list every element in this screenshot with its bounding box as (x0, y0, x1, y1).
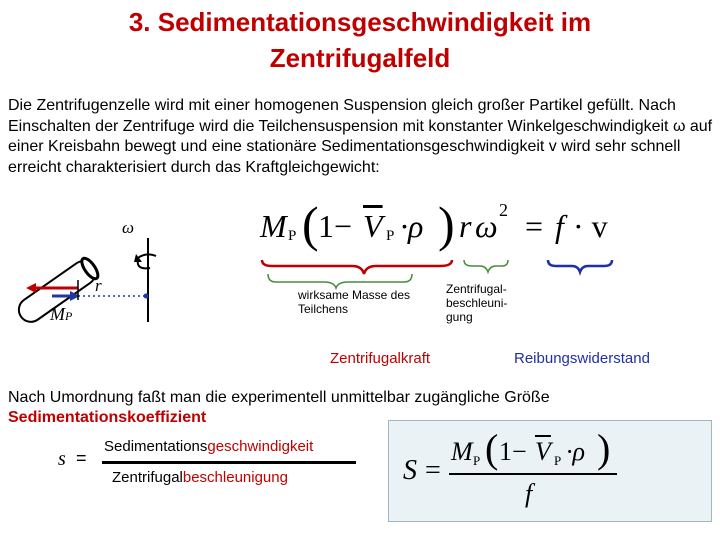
centrifugal-force-brace (262, 260, 452, 274)
sedimentation-coefficient-term: Sedimentationskoeffizient (8, 409, 207, 426)
centrifugal-acc-brace (464, 260, 508, 272)
paren-open: ( (302, 196, 319, 252)
coefficient-formula-box: S = M P ( 1− $\overline{V}$ P ·ρ ) f (388, 420, 712, 522)
particle-mass-label: MP (50, 304, 73, 324)
formula-fraction-bar (449, 473, 617, 475)
paren-close: ) (438, 196, 455, 252)
fraction-bar (102, 461, 356, 464)
s-denominator: Zentrifugalbeschleunigung (112, 469, 288, 486)
s-numerator: Sedimentationsgeschwindigkeit (104, 438, 314, 455)
s-equals: = (76, 448, 87, 468)
rearranged-text: Nach Umordnung faßt man die experimentell unmittelbar zugängliche Größe Sedimentationskoeffizient (8, 389, 550, 426)
s-symbol: s (58, 448, 66, 470)
effective-mass-label: wirksame Masse des Teilchens (298, 288, 411, 316)
centrifugal-acc-label: Zentrifugal- beschleuni- gung (446, 282, 508, 324)
equation-braces (0, 252, 720, 292)
effective-mass-brace (268, 274, 412, 288)
omega-label: ω (122, 218, 135, 237)
friction-brace (548, 260, 612, 272)
page-title (0, 4, 720, 76)
title-line-2: Zentrifugalfeld (269, 43, 451, 73)
title-line-1: 3. Sedimentationsgeschwindigkeit im (128, 7, 592, 37)
centrifugal-force-label: Zentrifugalkraft (330, 350, 431, 367)
friction-label: Reibungswiderstand (514, 350, 650, 367)
force-balance-equation: M P ( 1− $\overline{V}$ P ·ρ ) r ω 2 = f · v (260, 196, 608, 252)
intro-paragraph: Die Zentrifugenzelle wird mit einer homogenen Suspension gleich großer Partikel gefüllt. Nach Einschalten der Zentrifuge wird die Teilchensuspension mit konstanter Winkelgeschwindigkeit ω auf einer Kreisbahn bewegt und eine stationäre Sedimentationsgeschwindigkeit v wird sehr schnell erreicht charakterisiert durch das Kraftgleichgewicht: (8, 97, 713, 176)
radius-label: r (95, 276, 102, 295)
